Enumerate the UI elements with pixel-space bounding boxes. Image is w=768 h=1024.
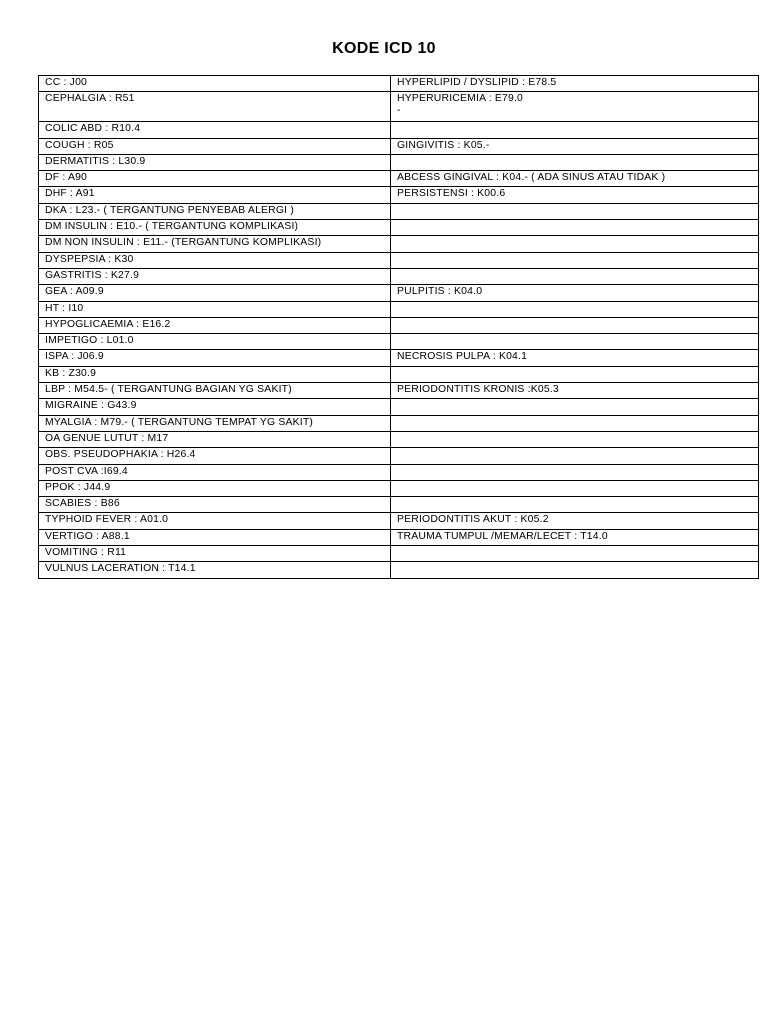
dental-code-text: NECROSIS PULPA : K04.1 <box>397 351 528 363</box>
dental-code-cell <box>391 431 759 447</box>
dental-code-cell <box>391 285 759 301</box>
diagnosis-code-cell: CEPHALGIA : R51 <box>39 92 391 122</box>
diagnosis-code-cell: DHF : A91 <box>39 187 391 203</box>
diagnosis-code-cell: POST CVA :I69.4 <box>39 464 391 480</box>
diagnosis-code-cell: HT : I10 <box>39 301 391 317</box>
dental-code-text: HYPERURICEMIA : E79.0 <box>397 93 524 105</box>
diagnosis-code-cell: DM INSULIN : E10.- ( TERGANTUNG KOMPLIKASI) <box>39 220 391 236</box>
dental-code-cell <box>391 529 759 545</box>
table-row <box>39 171 759 187</box>
diagnosis-code-cell: OBS. PSEUDOPHAKIA : H26.4 <box>39 448 391 464</box>
table-row <box>39 138 759 154</box>
dental-code-text: TRAUMA TUMPUL /MEMAR/LECET : T14.0 <box>397 530 608 542</box>
dental-code-cell <box>391 562 759 578</box>
dental-code-extra-text: - <box>397 105 401 117</box>
table-row <box>39 415 759 431</box>
dental-code-cell <box>391 76 759 92</box>
diagnosis-code-cell: OA GENUE LUTUT : M17 <box>39 431 391 447</box>
table-row <box>39 529 759 545</box>
table-row <box>39 383 759 399</box>
diagnosis-code-cell: PPOK : J44.9 <box>39 480 391 496</box>
table-row <box>39 562 759 578</box>
diagnosis-code-cell: MYALGIA : M79.- ( TERGANTUNG TEMPAT YG SAKIT) <box>39 415 391 431</box>
table-row <box>39 187 759 203</box>
dental-code-text: ABCESS GINGIVAL : K04.- ( ADA SINUS ATAU TIDAK ) <box>397 172 666 184</box>
diagnosis-code-cell: GASTRITIS : K27.9 <box>39 268 391 284</box>
table-row <box>39 497 759 513</box>
dental-code-text: HYPERLIPID / DYSLIPID : E78.5 <box>397 77 557 88</box>
diagnosis-code-cell: DM NON INSULIN : E11.- (TERGANTUNG KOMPLIKASI) <box>39 236 391 252</box>
table-row <box>39 220 759 236</box>
dental-code-cell <box>391 154 759 170</box>
dental-code-cell <box>391 546 759 562</box>
dental-code-cell <box>391 171 759 187</box>
diagnosis-code-cell: GEA : A09.9 <box>39 285 391 301</box>
table-row <box>39 513 759 529</box>
dental-code-cell <box>391 513 759 529</box>
table-row <box>39 122 759 138</box>
table-row <box>39 431 759 447</box>
diagnosis-code-cell: LBP : M54.5- ( TERGANTUNG BAGIAN YG SAKIT) <box>39 383 391 399</box>
diagnosis-code-cell: DERMATITIS : L30.9 <box>39 154 391 170</box>
table-row <box>39 203 759 219</box>
dental-code-cell <box>391 464 759 480</box>
dental-code-cell <box>391 252 759 268</box>
page-title: KODE ICD 10 <box>332 40 436 57</box>
diagnosis-code-cell: ISPA : J06.9 <box>39 350 391 366</box>
diagnosis-code-cell: VOMITING : R11 <box>39 546 391 562</box>
table-row <box>39 546 759 562</box>
table-row <box>39 154 759 170</box>
dental-code-cell <box>391 366 759 382</box>
table-row <box>39 350 759 366</box>
dental-code-cell <box>391 334 759 350</box>
dental-code-cell <box>391 350 759 366</box>
table-row <box>39 334 759 350</box>
dental-code-cell <box>391 415 759 431</box>
diagnosis-code-cell: SCABIES : B86 <box>39 497 391 513</box>
table-row <box>39 236 759 252</box>
table-row <box>39 464 759 480</box>
dental-code-text: PULPITIS : K04.0 <box>397 286 483 298</box>
dental-code-cell <box>391 268 759 284</box>
dental-code-cell <box>391 203 759 219</box>
dental-code-cell <box>391 317 759 333</box>
dental-code-cell <box>391 399 759 415</box>
diagnosis-code-cell: KB : Z30.9 <box>39 366 391 382</box>
diagnosis-code-cell: MIGRAINE : G43.9 <box>39 399 391 415</box>
diagnosis-code-cell: IMPETIGO : L01.0 <box>39 334 391 350</box>
diagnosis-code-cell: DKA : L23.- ( TERGANTUNG PENYEBAB ALERGI ) <box>39 203 391 219</box>
dental-code-text: PERIODONTITIS AKUT : K05.2 <box>397 514 549 526</box>
diagnosis-code-cell: CC : J00 <box>39 76 391 92</box>
dental-code-cell <box>391 138 759 154</box>
table-row <box>39 317 759 333</box>
diagnosis-code-cell: TYPHOID FEVER : A01.0 <box>39 513 391 529</box>
icd-code-table <box>38 75 759 579</box>
diagnosis-code-cell: COUGH : R05 <box>39 138 391 154</box>
dental-code-cell <box>391 383 759 399</box>
table-row <box>39 92 759 122</box>
table-row <box>39 399 759 415</box>
diagnosis-code-cell: DYSPEPSIA : K30 <box>39 252 391 268</box>
table-row <box>39 285 759 301</box>
dental-code-cell <box>391 122 759 138</box>
table-row <box>39 268 759 284</box>
diagnosis-code-cell: DF : A90 <box>39 171 391 187</box>
diagnosis-code-cell: HYPOGLICAEMIA : E16.2 <box>39 317 391 333</box>
table-row <box>39 252 759 268</box>
table-row <box>39 448 759 464</box>
dental-code-cell <box>391 497 759 513</box>
dental-code-cell <box>391 92 759 122</box>
table-row <box>39 76 759 92</box>
dental-code-text: PERIODONTITIS KRONIS :K05.3 <box>397 384 559 396</box>
dental-code-text: GINGIVITIS : K05.- <box>397 139 490 151</box>
dental-code-cell <box>391 480 759 496</box>
table-row <box>39 301 759 317</box>
diagnosis-code-cell: VERTIGO : A88.1 <box>39 529 391 545</box>
dental-code-cell <box>391 187 759 203</box>
dental-code-cell <box>391 236 759 252</box>
icd-table-body <box>39 76 759 579</box>
dental-code-cell <box>391 301 759 317</box>
diagnosis-code-cell: VULNUS LACERATION : T14.1 <box>39 562 391 578</box>
dental-code-cell <box>391 220 759 236</box>
dental-code-cell <box>391 448 759 464</box>
diagnosis-code-cell: COLIC ABD : R10.4 <box>39 122 391 138</box>
table-row <box>39 366 759 382</box>
table-row <box>39 480 759 496</box>
dental-code-text: PERSISTENSI : K00.6 <box>397 188 506 200</box>
